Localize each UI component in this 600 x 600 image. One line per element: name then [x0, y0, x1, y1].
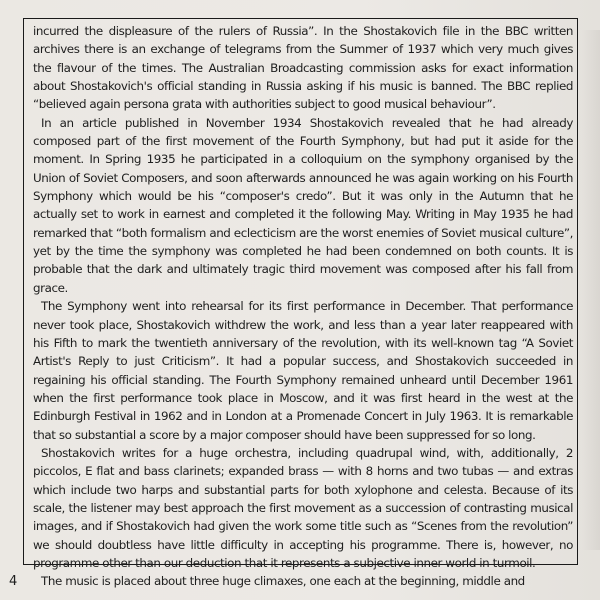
paragraph: incurred the displeasure of the rulers of Russia”. In the Shostakovich file in the BBC written archives there is an exchange of telegrams from the Summer of 1937 which very much gives the flavour of the times. The Australian Broadcasting commission asks for exact information about Shostakovich's official standing in Russia asking if his music is banned. The BBC replied “believed again persona grata with authorities subject to good musical behaviour”. — [33, 24, 573, 112]
paragraph: The music is placed about three huge climaxes, one each at the beginning, middle and — [41, 574, 525, 589]
page-number: 4 — [9, 574, 18, 589]
show-through-shadow — [582, 30, 600, 550]
paragraph: The Symphony went into rehearsal for its first performance in December. That performance never took place, Shostakovich withdrew the work, and less than a year later reappeared with his Fifth to mark the twentieth anniversary of the revolution, with its well-known tag “A Soviet Artist's Reply to just Criticism”. It had a popular success, and Shostakovich succeeded in regaining his official standing. The Fourth Symphony remained unheard until December 1961 when the first performance took place in Moscow, and it was first heard in the west at the Edinburgh Festival in 1962 and in London at a Promenade Concert in July 1963. It is remarkable that so substantial a score by a major composer should have been suppressed for so long. — [33, 299, 573, 442]
paragraph: Shostakovich writes for a huge orchestra, including quadrupal wind, with, additionally, 2 piccolos, E flat and bass clarinets; expanded brass — with 8 horns and two tubas — and extras which include two harps and substantial parts for both xylophone and celesta. Because of its scale, the listener may best approach the first movement as a succession of contrasting musical images, and if Shostakovich had given the work some title such as “Scenes from the revolution” we should doubtless have little difficulty in accepting his programme. There is, however, no programme other than our deduction that it represents a subjective inner world in turmoil. — [33, 445, 573, 570]
body-text — [33, 22, 573, 591]
paragraph: In an article published in November 1934 Shostakovich revealed that he had already composed part of the first movement of the Fourth Symphony, but had put it aside for the moment. In Spring 1935 he participated in a colloquium on the symphony organised by the Union of Soviet Composers, and soon afterwards announced he was again working on his Fourth Symphony which would be his “composer's credo”. But it was only in the Autumn that he actually set to work in earnest and completed it the following May. Writing in May 1935 he had remarked that “both formalism and eclecticism are the worst enemies of Soviet musical culture”, yet by the time the symphony was completed he had been condemned on both counts. It is probable that the dark and ultimately tragic third movement was composed after his fall from grace. — [33, 115, 573, 295]
